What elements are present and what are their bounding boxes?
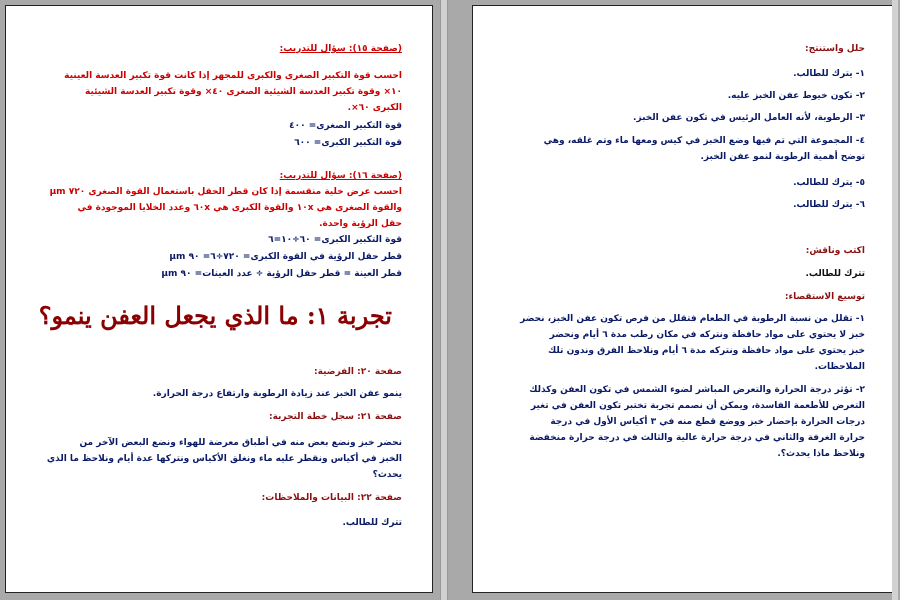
item4-line: توضح أهمية الرطوبة لنمو عفن الخبز.: [700, 152, 865, 162]
q15-heading: (صفحة ١٥): سؤال للتدريب:: [279, 44, 402, 54]
p20-heading: صفحة ٢٠: الفرضية:: [314, 367, 402, 377]
expand-item1-line: ١- تقلل من نسبة الرطوبة في الطعام فتقلل من فرص تكون عفن الخبز، نحضر: [520, 314, 865, 324]
q15-line: ١٠× وقوة تكبير العدسة الشيئية الصغرى ٤٠× وقوة تكبير العدسة الشيئية: [85, 87, 402, 97]
p22-text: تترك للطالب.: [342, 518, 402, 528]
analyze-item-5: ٥- يترك للطالب.: [793, 178, 865, 188]
p21-plan: [22, 435, 402, 483]
p21-heading: صفحة ٢١: سجل خطة التجربة:: [268, 412, 402, 422]
p20-hypothesis: ينمو عفن الخبز عند زيادة الرطوبة وارتفاع درجة الحرارة.: [152, 389, 402, 399]
q16-answer-specimen: قطر العينة = قطر حقل الرؤية ÷ عدد العينات= ٩٠ µm: [161, 269, 402, 279]
q16-line: والقوة الصغرى هي ١٠x والقوة الكبرى هي ٦٠x وعدد الخلايا الموجودة في: [77, 203, 402, 213]
p21-line: نحضر خبز ونضع بعض منه في أطباق معرضة للهواء ونضع البعض الآخر من: [79, 438, 402, 448]
expand-investigation-heading: توسيع الاستقصاء:: [784, 292, 865, 302]
q15-answer-large: قوة التكبير الكبرى= ٦٠٠: [294, 138, 402, 148]
write-discuss-heading: اكتب وناقش:: [805, 246, 865, 256]
expand-item1-line: خبز لا يحتوي على مواد حافظة ونتركه في مكان رطب مدة ٦ أيام ونحضر: [549, 330, 865, 340]
expand-item1-line: الملاحظات.: [814, 362, 865, 372]
p21-line: يحدث؟: [372, 470, 402, 480]
p22-heading: صفحة ٢٢: البيانات والملاحظات:: [261, 493, 402, 503]
expand-item2-line: التعرض للأطعمة الفاسدة، ويمكن أن نصمم تجربة تختبر تكون العفن في تغير: [530, 401, 865, 411]
q16-line: احسب عرض خلية منقسمة إذا كان قطر الحقل باستعمال القوة الصغرى ٧٢٠ µm: [49, 187, 402, 197]
expand-item2-line: ٢- تؤثر درجة الحرارة والتعرض المباشر لضوء الشمس في تكون العفن وكذلك: [529, 385, 865, 395]
q16-heading: (صفحة ١٦): سؤال للتدريب:: [279, 171, 402, 181]
q15-line: احسب قوة التكبير الصغرى والكبرى للمجهر إذا كانت قوة تكبير العدسة العينية: [64, 71, 402, 81]
expand-item-1: [490, 311, 865, 375]
q16-answer-magnification: قوة التكبير الكبرى= ٦٠÷١٠=٦: [268, 235, 402, 245]
analyze-item-1: ١- يترك للطالب.: [793, 69, 865, 79]
write-discuss-text: تترك للطالب.: [805, 269, 865, 279]
right-scrollbar[interactable]: [892, 0, 898, 600]
q15-question: [27, 68, 402, 116]
analyze-item-4: [495, 133, 865, 165]
q15-line: الكبرى ٦٠×.: [347, 103, 402, 113]
expand-item2-line: درجات الحرارة بإحضار خبز ووضع قطع منه في ٣ أكياس الأول في درجة: [550, 417, 865, 427]
left-document-page: [5, 5, 433, 593]
analyze-item-6: ٦- يترك للطالب.: [793, 200, 865, 210]
q16-line: حقل الرؤية واحدة.: [319, 219, 402, 229]
q16-question: [27, 184, 402, 232]
left-scrollbar[interactable]: [440, 0, 448, 600]
experiment-title: تجربة ١: ما الذي يجعل العفن ينمو؟: [38, 301, 392, 330]
expand-item-2: [490, 382, 865, 462]
analyze-heading: حلل واستنتج:: [805, 44, 865, 54]
analyze-item-2: ٢- تكون خيوط عفن الخبز عليه.: [727, 91, 865, 101]
analyze-item-3: ٣- الرطوبة، لأنه العامل الرئيس في تكون عفن الخبز.: [633, 113, 865, 123]
expand-item1-line: خبز يحتوي على مواد حافظة ونتركه مدة ٦ أيام ونلاحظ الفرق وندون تلك: [548, 346, 865, 356]
item4-line: ٤- المجموعة التي تم فيها وضع الخبز في كيس ومعها ماء وتم غلقه، وهي: [543, 136, 865, 146]
right-document-page: [472, 5, 896, 593]
q15-answer-small: قوة التكبير الصغرى= ٤٠٠: [289, 121, 402, 131]
q16-answer-field-diameter: قطر حقل الرؤية في القوة الكبرى= ٧٢٠÷٦= ٩٠ µm: [169, 252, 402, 262]
expand-item2-line: ونلاحظ ماذا يحدث؟.: [777, 449, 865, 459]
expand-item2-line: حرارة الغرفة والثاني في درجة حرارة عالية والثالث في درجة حرارة منخفضة: [529, 433, 865, 443]
p21-line: الخبز في أكياس ونقطر عليه ماء ونغلق الأكياس ونتركها عدة أيام ونلاحظ ما الذي: [46, 454, 402, 464]
